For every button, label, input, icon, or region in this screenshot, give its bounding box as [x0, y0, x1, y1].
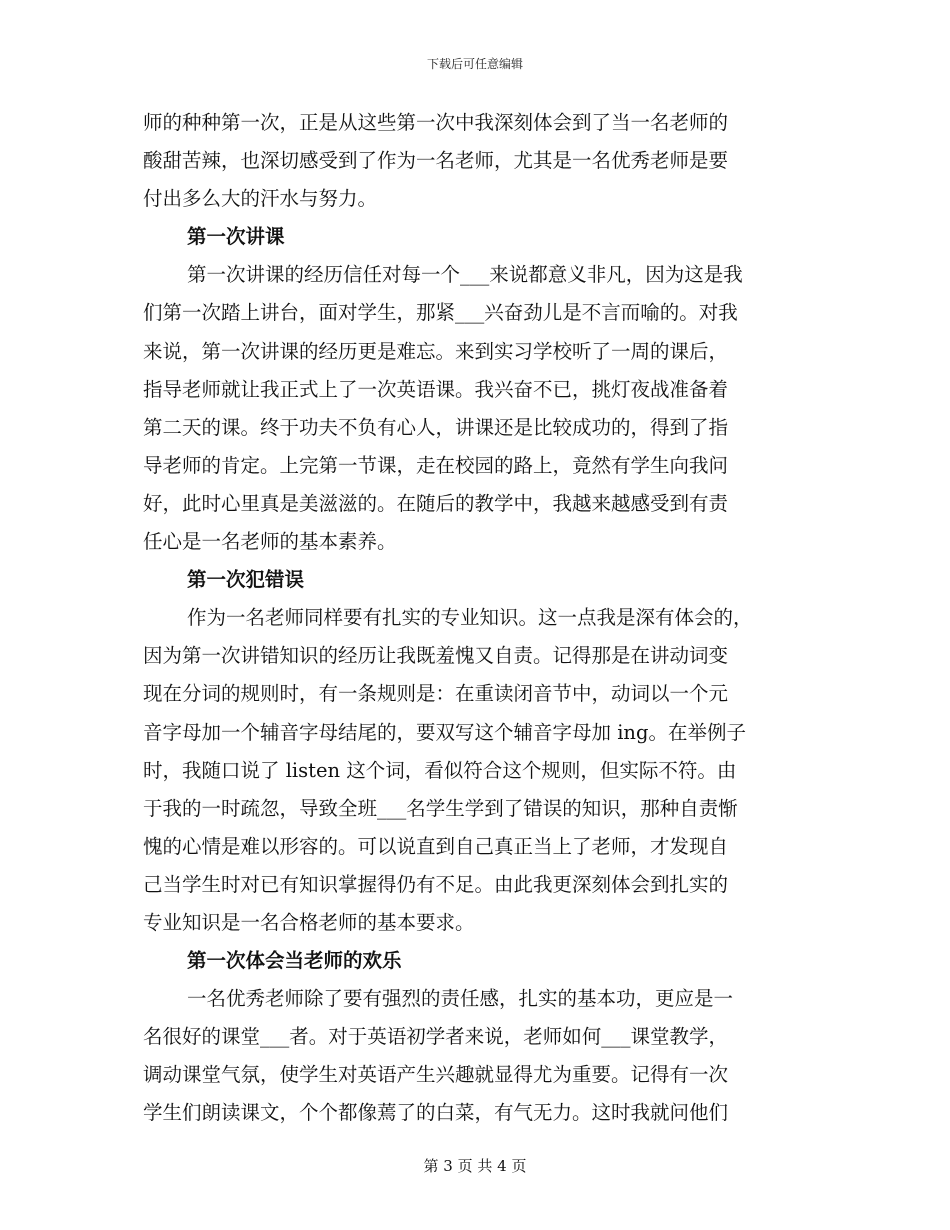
- paragraph-line: 时，我随口说了 listen 这个词，看似符合这个规则，但实际不符。由: [143, 758, 737, 782]
- section-heading: 第一次犯错误: [187, 568, 305, 592]
- paragraph-line: 己当学生时对已有知识掌握得仍有不足。由此我更深刻体会到扎实的: [143, 872, 729, 896]
- paragraph-line: 导老师的肯定。上完第一节课，走在校园的路上，竟然有学生向我问: [143, 453, 729, 477]
- paragraph-line: 一名优秀老师除了要有强烈的责任感，扎实的基本功，更应是一: [187, 987, 734, 1011]
- paragraph-line: 第二天的课。终于功夫不负有心人，讲课还是比较成功的，得到了指: [143, 415, 729, 439]
- paragraph-line: 师的种种第一次，正是从这些第一次中我深刻体会到了当一名老师的: [143, 111, 729, 134]
- paragraph-line: 酸甜苦辣，也深切感受到了作为一名老师，尤其是一名优秀老师是要: [143, 149, 729, 173]
- paragraph-line: 好，此时心里真是美滋滋的。在随后的教学中，我越来越感受到有责: [143, 491, 729, 515]
- page-footer: 第 3 页 共 4 页: [423, 1157, 527, 1175]
- paragraph-line: 于我的一时疏忽，导致全班___名学生学到了错误的知识，那种自责惭: [143, 796, 738, 820]
- paragraph-line: 专业知识是一名合格老师的基本要求。: [143, 910, 475, 934]
- paragraph-line: 调动课堂气氛，使学生对英语产生兴趣就显得尤为重要。记得有一次: [143, 1063, 729, 1087]
- paragraph-line: 作为一名老师同样要有扎实的专业知识。这一点我是深有体会的，: [187, 606, 753, 630]
- paragraph-line: 现在分词的规则时，有一条规则是：在重读闭音节中，动词以一个元: [143, 682, 729, 706]
- paragraph-line: 学生们朗读课文，个个都像蔫了的白菜，有气无力。这时我就问他们: [143, 1101, 729, 1125]
- paragraph-line: 第一次讲课的经历信任对每一个___来说都意义非凡，因为这是我: [187, 263, 743, 287]
- paragraph-line: 愧的心情是难以形容的。可以说直到自己真正当上了老师，才发现自: [143, 834, 729, 858]
- paragraph-line: 音字母加一个辅音字母结尾的，要双写这个辅音字母加 ing。在举例子: [143, 720, 746, 744]
- paragraph-line: 指导老师就让我正式上了一次英语课。我兴奋不已，挑灯夜战准备着: [143, 377, 729, 401]
- paragraph-line: 名很好的课堂___者。对于英语初学者来说，老师如何___课堂教学，: [143, 1025, 729, 1049]
- document-body: [143, 104, 808, 1133]
- page-header: 下载后可任意编辑: [426, 57, 523, 71]
- section-heading: 第一次体会当老师的欢乐: [187, 949, 402, 973]
- paragraph-line: 们第一次踏上讲台，面对学生，那紧___兴奋劲儿是不言而喻的。对我: [143, 301, 738, 325]
- paragraph-line: 付出多么大的汗水与努力。: [143, 187, 378, 211]
- paragraph-line: 来说，第一次讲课的经历更是难忘。来到实习学校听了一周的课后，: [143, 339, 729, 363]
- section-heading: 第一次讲课: [187, 225, 285, 249]
- paragraph-line: 任心是一名老师的基本素养。: [143, 530, 397, 554]
- paragraph-line: 因为第一次讲错知识的经历让我既羞愧又自责。记得那是在讲动词变: [143, 644, 729, 668]
